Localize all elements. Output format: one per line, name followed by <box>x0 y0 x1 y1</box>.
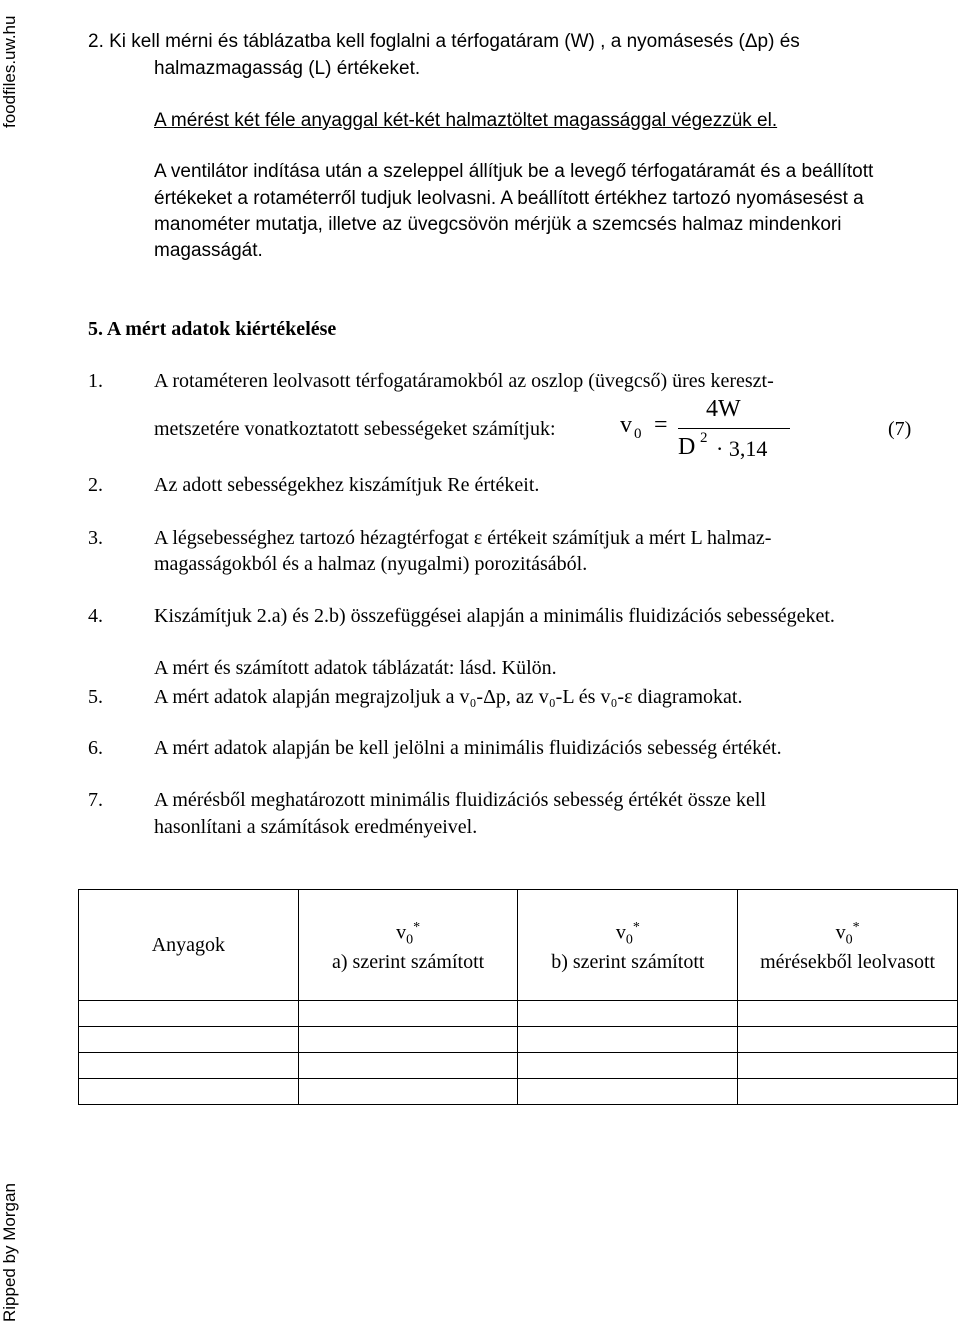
watermark-bottom: Ripped by Morgan <box>0 1183 19 1322</box>
table-cell <box>738 1053 958 1079</box>
table-cell <box>298 1053 518 1079</box>
header-v0-a <box>298 890 518 1001</box>
table-cell <box>79 1053 299 1079</box>
step1-number: 1. <box>88 370 103 392</box>
formula-lhs-sub: 0 <box>634 426 642 442</box>
table-row <box>79 1001 958 1027</box>
formula-equals: = <box>654 412 668 438</box>
step2-text: Az adott sebességekhez kiszámítjuk Re értékeit. <box>154 474 540 496</box>
step7-line1: A mérésből meghatározott minimális fluidizációs sebesség értékét össze kell <box>154 789 767 811</box>
velocity-formula <box>620 398 800 468</box>
table-cell <box>518 1079 738 1105</box>
formula-label: (7) <box>888 418 912 440</box>
header-v0-b-caption: b) szerint számított <box>551 951 705 974</box>
header-v0-a-symbol: $v_0^*$ <box>396 919 421 948</box>
intro-para-line3: manométer mutatja, illetve az üvegcsövön mérjük a szemcsés halmaz mindenkori <box>154 214 842 235</box>
header-v0-measured-symbol: $v_0^*$ <box>835 919 860 948</box>
header-materials <box>79 890 299 1001</box>
formula-denominator-base: D <box>678 434 696 460</box>
step2-number: 2. <box>88 474 103 496</box>
table-row <box>79 1079 958 1105</box>
results-table <box>78 889 958 1105</box>
step1-line2: metszetére vonatkoztatott sebességeket számítjuk: <box>154 418 556 440</box>
table-cell <box>518 1027 738 1053</box>
header-v0-b-symbol: $v_0^*$ <box>615 919 640 948</box>
section-title: 5. A mért adatok kiértékelése <box>88 318 337 340</box>
table-row <box>79 1027 958 1053</box>
step7-line2: hasonlítani a számítások eredményeivel. <box>154 816 478 838</box>
watermark-top: foodfiles.uw.hu <box>0 15 19 128</box>
table-header-row <box>79 890 958 1001</box>
step5-text: A mért adatok alapján megrajzoljuk a v₀-Δp, az v₀-L és v₀-ε diagramokat. <box>154 686 743 708</box>
intro-para-line4: magasságát. <box>154 240 263 261</box>
step3-number: 3. <box>88 527 103 549</box>
table-cell <box>518 1001 738 1027</box>
header-v0-a-caption: a) szerint számított <box>332 951 485 974</box>
formula-denominator-exp: 2 <box>700 430 708 446</box>
step4-text: Kiszámítjuk 2.a) és 2.b) összefüggései alapján a minimális fluidizációs sebességeket. <box>154 605 835 627</box>
measure-note: A mérést két féle anyaggal két-két halmaztöltet magassággal végezzük el. <box>154 110 778 131</box>
intro-item2-line2: halmazmagasság (L) értékeket. <box>154 58 421 79</box>
table-row <box>79 1053 958 1079</box>
table-cell <box>298 1001 518 1027</box>
intro-item2-line1: 2. Ki kell mérni és táblázatba kell foglalni a térfogatáram (W) , a nyomásesés (Δp) és <box>88 31 800 52</box>
table-cell <box>738 1079 958 1105</box>
header-v0-measured-caption: mérésekből leolvasott <box>760 951 936 974</box>
formula-lhs: v <box>620 412 632 438</box>
step6-number: 6. <box>88 737 103 759</box>
step5-number: 5. <box>88 686 103 708</box>
fraction-bar <box>678 428 790 429</box>
table-cell <box>298 1079 518 1105</box>
header-materials-label: Anyagok <box>151 933 226 956</box>
intro-para-line1: A ventilátor indítása után a szeleppel állítjuk be a levegő térfogatáramát és a beállított <box>154 161 874 182</box>
table-cell <box>79 1027 299 1053</box>
step6-text: A mért adatok alapján be kell jelölni a minimális fluidizációs sebesség értékét. <box>154 737 782 759</box>
step7-number: 7. <box>88 789 103 811</box>
table-note: A mért és számított adatok táblázatát: lásd. Külön. <box>154 657 557 679</box>
intro-para-line2: értékeket a rotaméterről tudjuk leolvasni. A beállított értékhez tartozó nyomásesést a <box>154 188 864 209</box>
table-cell <box>738 1001 958 1027</box>
header-v0-measured <box>738 890 958 1001</box>
step4-number: 4. <box>88 605 103 627</box>
table-cell <box>298 1027 518 1053</box>
formula-numerator: 4W <box>706 396 741 422</box>
table-cell <box>79 1079 299 1105</box>
header-v0-b <box>518 890 738 1001</box>
table-cell <box>79 1001 299 1027</box>
step1-line1: A rotaméteren leolvasott térfogatáramokból az oszlop (üvegcső) üres kereszt- <box>154 370 774 392</box>
step3-line1: A légsebességhez tartozó hézagtérfogat ε értékeit számítjuk a mért L halmaz- <box>154 527 772 549</box>
table-cell <box>518 1053 738 1079</box>
formula-denominator-rest: · 3,14 <box>716 436 768 461</box>
step3-line2: magasságokból és a halmaz (nyugalmi) porozitásából. <box>154 553 588 575</box>
table-cell <box>738 1027 958 1053</box>
